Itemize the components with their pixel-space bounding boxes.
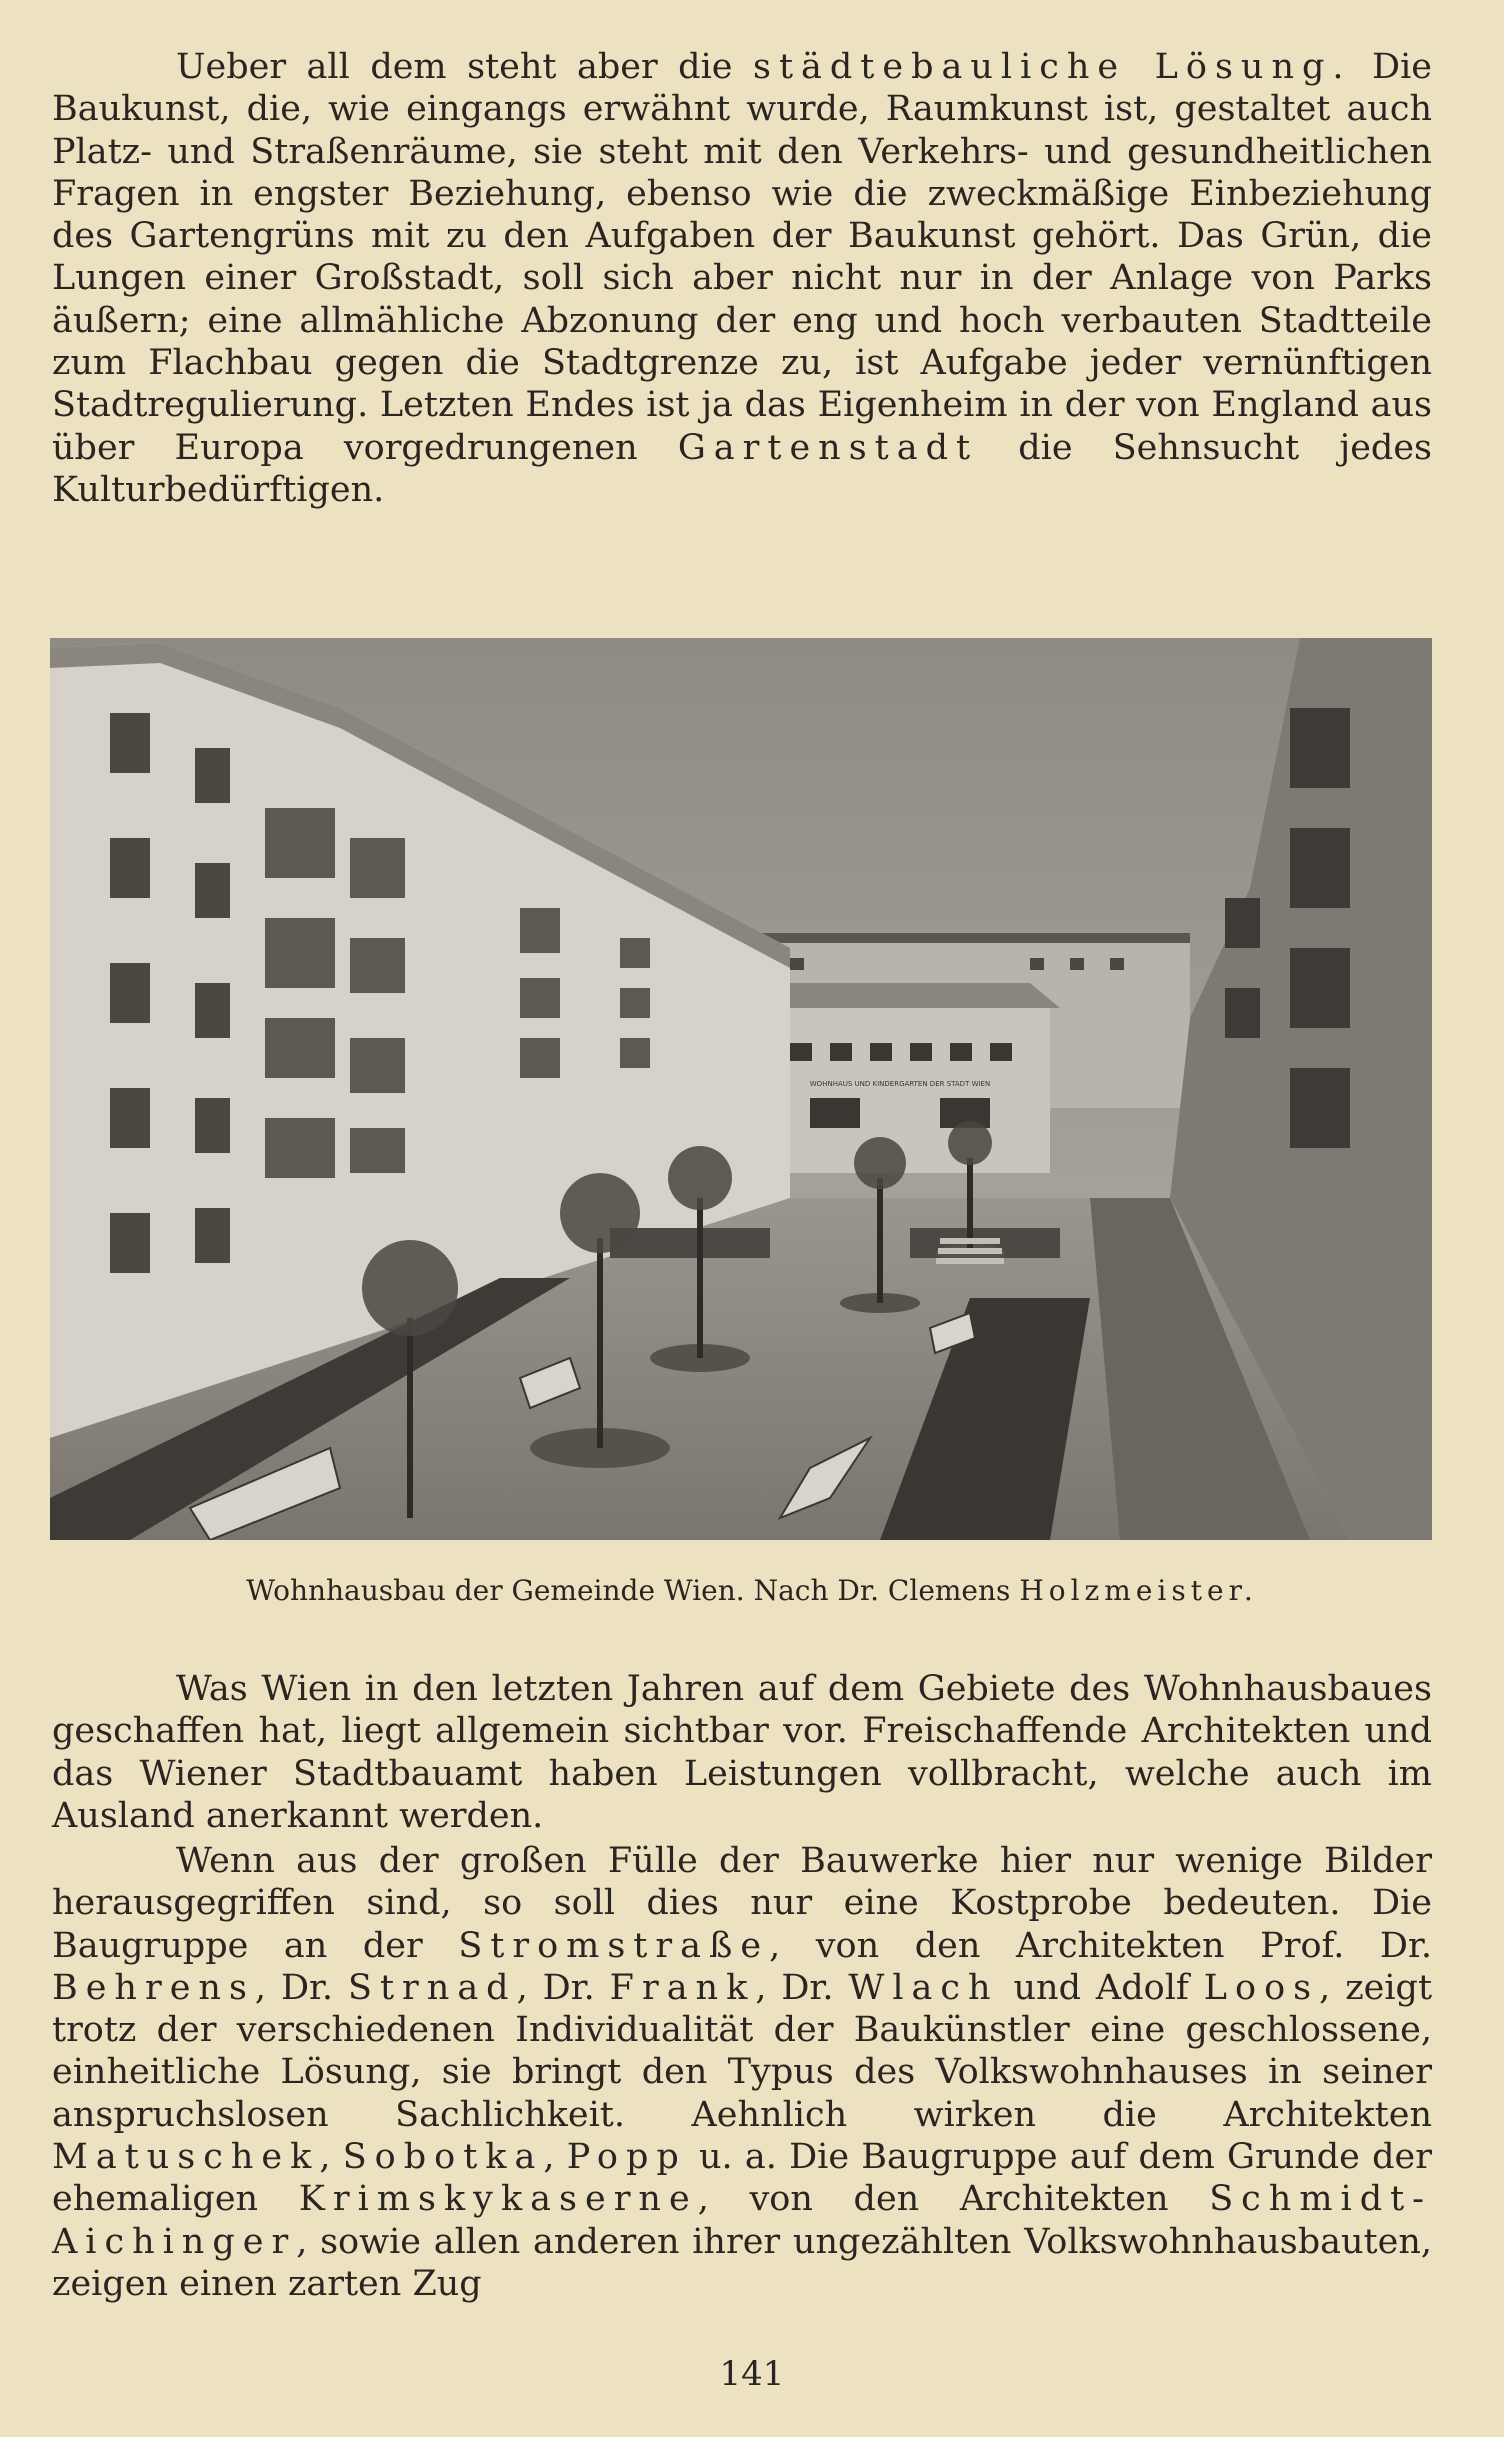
emphasis-staedtebauliche-loesung: städtebauliche Lösung. [753,47,1352,87]
text-run: , Dr. [755,1967,849,2008]
text-run: Die Baukunst, die, wie eingangs erwähnt wurde, Raumkunst ist, gestaltet auch Platz- und Straßenräume, sie steht mit den Verkehrs- und gesundheitlichen Fragen in engster Beziehung, ebenso wie die zweckmäßige Einbeziehung des Gartengrüns mit zu den Aufgaben der Baukunst gehört. Das Grün, die Lungen einer Großstadt, soll sich aber nicht nur in der Anlage von Parks äußern; eine allmähliche Abzonung der eng und hoch verbauten Stadtteile zum Flachbau gegen die Stadtgrenze zu, ist Aufgabe jeder vernünftigen Stadtregulierung. Letzten Endes ist ja das Eigenheim in der von England aus über Europa vorgedrungenen [52,47,1432,468]
text-run: und Adolf [998,1967,1204,2008]
emphasis-frank: Frank [609,1967,756,2008]
text-run: Was Wien in den letzten Jahren auf dem Gebiete des Wohnhausbaues geschaffen hat, liegt allgemein sichtbar vor. Freischaffende Architekten und das Wiener Stadtbauamt haben Leistungen vollbracht, welche auch im Ausland anerkannt werden. [52,1669,1432,1836]
paragraph-vienna-housing [52,1668,1432,1837]
text-run: Wenn aus der großen Fülle der Bauwerke hier nur wenige Bilder herausgegriffen sind, so soll dies nur eine Kostprobe bedeuten. Die Baugruppe an der [52,1841,1432,1966]
text-run: Ueber all dem steht aber die [176,47,753,87]
photo-illustration [50,638,1432,1540]
emphasis-schmidt-aichinger: Schmidt-Aichinger [52,2179,1433,2262]
emphasis-strnad: Strnad [348,1967,517,2008]
emphasis-matuschek: Matuschek [52,2137,320,2178]
emphasis-krimskykaserne: Krimskykaserne [298,2179,698,2220]
text-run: , von den Architekten Prof. Dr. [769,1925,1432,1966]
emphasis-loos: Loos [1203,1967,1320,2008]
text-run: die Sehnsucht jedes Kulturbedürftigen. [52,427,1432,510]
text-run: , [319,2137,343,2178]
building-sign-text: WOHNHAUS UND KINDERGARTEN DER STADT WIEN [809,1080,991,1088]
emphasis-stromstrasse: Stromstraße [458,1925,770,1966]
emphasis-popp: Popp [566,2137,687,2178]
text-run: u. a. Die Baugruppe auf dem Grunde der ehemaligen [52,2137,1432,2220]
text-run: , sowie allen anderen ihrer ungezählten Volkswohnhausbauten, zeigen einen zarten Zug [52,2221,1432,2304]
photo-housing-estate [50,638,1432,1540]
emphasis-gartenstadt: Gartenstadt [677,427,979,468]
emphasis-wlach: Wlach [848,1967,999,2008]
caption-emphasis-holzmeister: Holzmeister. [1019,1574,1258,1607]
page-number: 141 [719,2354,785,2394]
text-run: , Dr. [516,1967,610,2008]
text-run: , Dr. [254,1967,348,2008]
text-run: , von den Architekten [697,2179,1210,2220]
emphasis-behrens: Behrens [52,1967,255,2008]
paragraph-urban-design [52,46,1432,511]
text-run: , zeigt trotz der verschiedenen Individualität der Baukünstler eine geschlossene, einheitliche Lösung, sie bringt den Typus des Volkswohnhauses in seiner anspruchslosen Sachlichkeit. Aehnlich wirken die Architekten [52,1967,1433,2135]
paragraph-building-groups [52,1840,1432,2305]
text-run: , [543,2137,567,2178]
emphasis-sobotka: Sobotka [342,2137,544,2178]
caption-text: Wohnhausbau der Gemeinde Wien. Nach Dr. Clemens [246,1574,1020,1607]
photo-caption [0,1574,1504,1607]
